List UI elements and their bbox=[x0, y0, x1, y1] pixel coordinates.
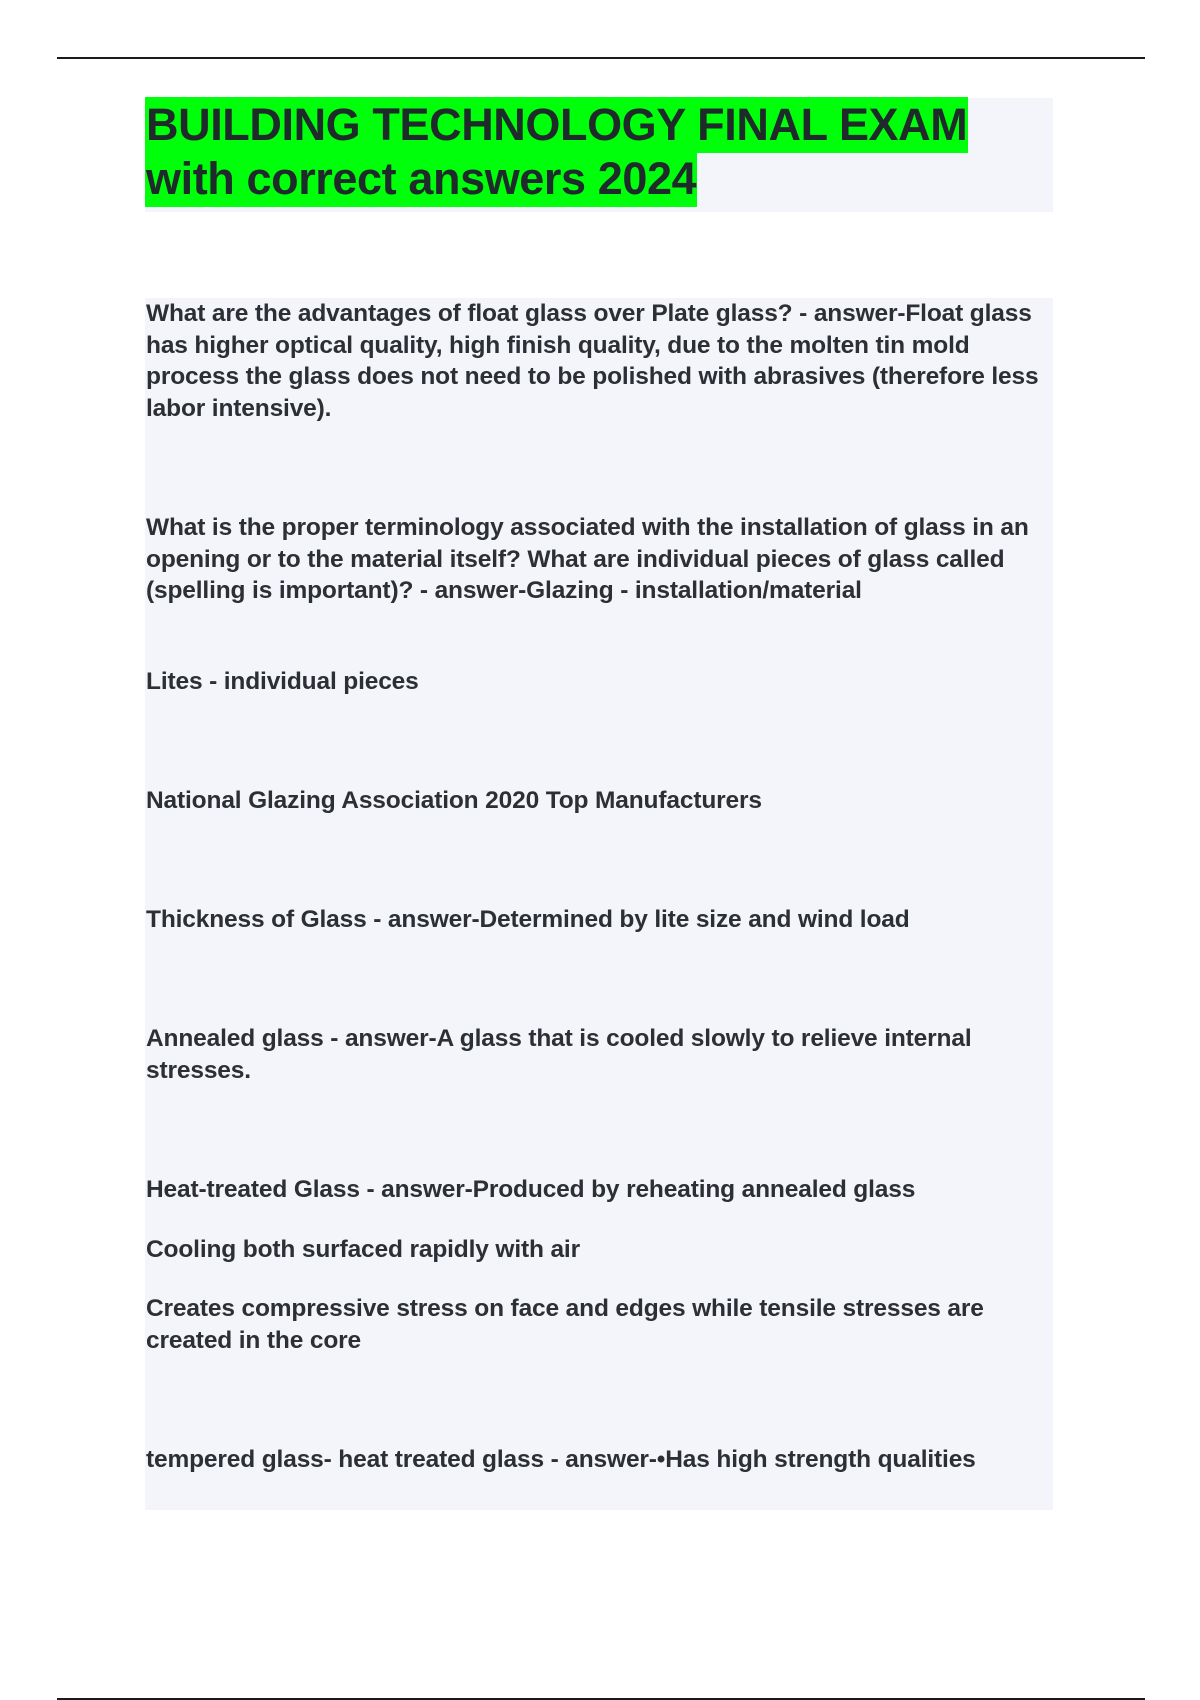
paragraph-lites: Lites - individual pieces bbox=[146, 668, 419, 695]
title-block bbox=[145, 98, 1053, 212]
paragraph-compressive-stress: Creates compressive stress on face and edges while tensile stresses are created in the core bbox=[146, 1295, 984, 1354]
paragraph-heat-treated-glass: Heat-treated Glass - answer-Produced by reheating annealed glass bbox=[146, 1176, 916, 1203]
paragraph-cooling: Cooling both surfaced rapidly with air bbox=[146, 1236, 580, 1263]
title-line-1: BUILDING TECHNOLOGY FINAL EXAM bbox=[145, 97, 968, 153]
paragraph-annealed-glass: Annealed glass - answer-A glass that is cooled slowly to relieve internal stresses. bbox=[146, 1025, 972, 1084]
document-body bbox=[145, 298, 1053, 1510]
paragraph-thickness: Thickness of Glass - answer-Determined by lite size and wind load bbox=[146, 906, 910, 933]
paragraph-nga-manufacturers: National Glazing Association 2020 Top Manufacturers bbox=[146, 787, 762, 814]
paragraph-float-glass: What are the advantages of float glass over Plate glass? - answer-Float glass has higher optical quality, high finish quality, due to the molten tin mold process the glass does not need to be polished with abrasives (therefore less labor intensive). bbox=[146, 300, 1039, 422]
top-divider bbox=[57, 57, 1145, 59]
document-title bbox=[145, 98, 1053, 206]
paragraph-glazing-terminology: What is the proper terminology associated with the installation of glass in an opening or to the material itself? What are individual pieces of glass called (spelling is important)? - answer-Glazing - installation/material bbox=[146, 514, 1029, 604]
title-line-2: with correct answers 2024 bbox=[145, 151, 697, 207]
paragraph-tempered-glass: tempered glass- heat treated glass - answer-•Has high strength qualities bbox=[146, 1446, 976, 1473]
